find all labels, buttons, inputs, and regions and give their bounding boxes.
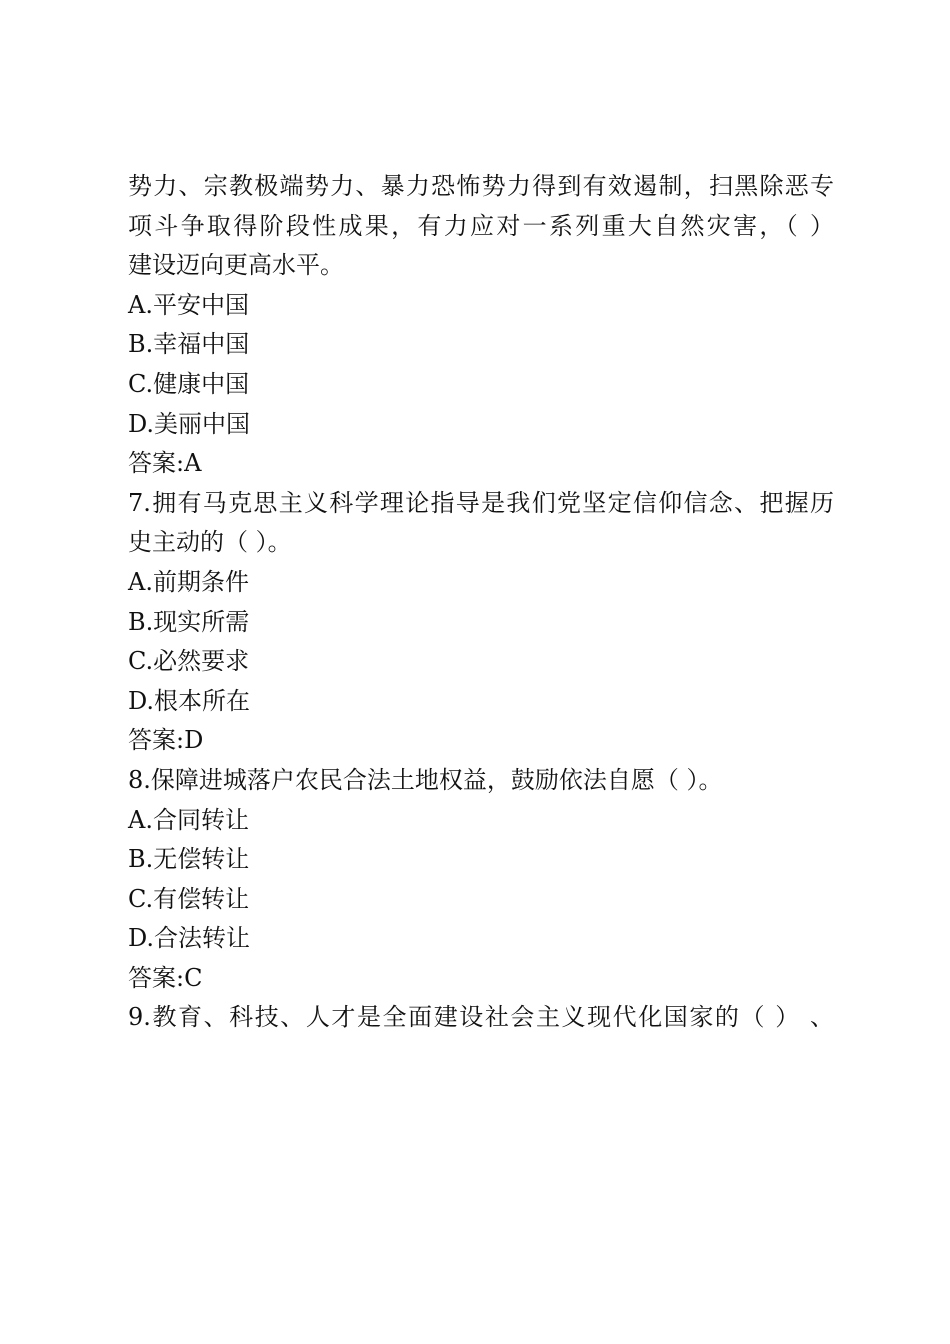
answer: 答案:D	[128, 726, 204, 755]
option-d: D.美丽中国	[128, 409, 251, 438]
option-d: D.合法转让	[128, 924, 251, 953]
option-a: A.合同转让	[128, 805, 249, 834]
option-c: C.有偿转让	[128, 884, 250, 913]
document-body	[128, 167, 834, 1038]
option-d: D.根本所在	[128, 686, 251, 715]
answer: 答案:A	[128, 449, 202, 478]
option-b: B.无偿转让	[128, 845, 250, 874]
text-line: 史主动的（ ）。	[128, 528, 292, 557]
question-9-stem	[128, 998, 834, 1038]
option-a: A.前期条件	[128, 567, 249, 596]
option-b: B.幸福中国	[128, 330, 250, 359]
text-line: 项斗争取得阶段性成果，有力应对一系列重大自然灾害，（ ）	[128, 211, 834, 240]
question-6-stem	[128, 167, 834, 286]
text-line: 势力、宗教极端势力、暴力恐怖势力得到有效遏制，扫黑除恶专	[128, 172, 834, 200]
text-line: 8.保障进城落户农民合法土地权益，鼓励依法自愿（ ）。	[128, 765, 723, 794]
text-line: 9.教育、科技、人才是全面建设社会主义现代化国家的（ ） 、	[128, 1003, 834, 1032]
answer: 答案:C	[128, 963, 203, 992]
option-b: B.现实所需	[128, 607, 250, 636]
option-c: C.健康中国	[128, 369, 250, 398]
option-c: C.必然要求	[128, 647, 250, 676]
option-a: A.平安中国	[128, 290, 249, 319]
text-line: 建设迈向更高水平。	[128, 251, 344, 280]
text-line: 7.拥有马克思主义科学理论指导是我们党坚定信仰信念、把握历	[128, 488, 834, 517]
question-8-stem	[128, 761, 834, 801]
question-7-stem	[128, 484, 834, 563]
